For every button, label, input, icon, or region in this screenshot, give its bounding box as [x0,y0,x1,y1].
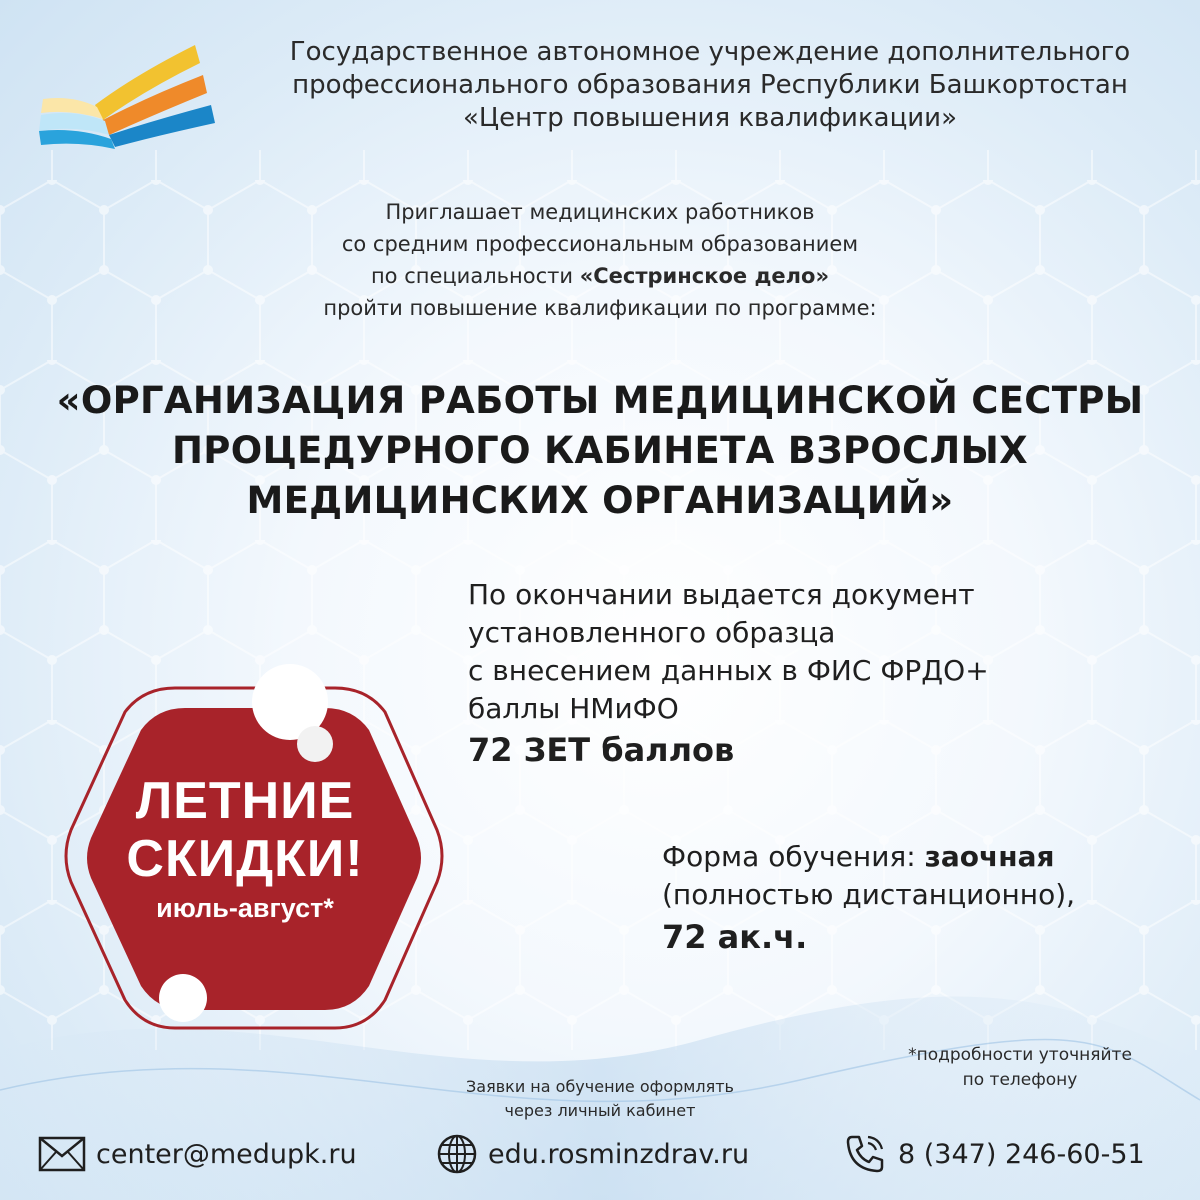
phone-text[interactable]: 8 (347) 246-60-51 [898,1138,1145,1170]
study-form [662,838,1182,960]
promo-line-3: июль-август* [156,893,334,923]
globe-icon [436,1133,478,1175]
contact-email[interactable] [38,1130,357,1178]
promo-badge-text [95,772,395,928]
specialty-prefix: по специальности [370,264,580,288]
organization-name [240,36,1180,135]
invitation-text [220,196,980,324]
footnote-line-1: *подробности уточняйте [908,1045,1132,1065]
footnote [860,1043,1180,1093]
logo-book-stripes [35,35,235,155]
program-title [20,376,1180,526]
specialty-name: «Сестринское дело» [579,264,830,288]
promo-line-1: ЛЕТНИЕ [135,772,355,830]
study-form-label: Форма обучения: [662,840,925,873]
phone-icon [842,1131,888,1177]
program-title-line-3: МЕДИЦИНСКИХ ОРГАНИЗАЦИЙ» [246,479,954,522]
document-line-1: По окончании выдается документ [468,578,975,611]
invitation-line-4: пройти повышение квалификации по программе: [323,296,877,320]
invitation-line-2: со средним профессиональным образованием [341,232,859,256]
document-line-2: установленного образца [468,616,836,649]
invitation-line-3 [220,260,980,292]
contact-phone[interactable] [842,1130,1145,1178]
program-title-line-1: «ОРГАНИЗАЦИЯ РАБОТЫ МЕДИЦИНСКОЙ СЕСТРЫ [56,379,1144,422]
badge-bubble-medium [297,726,333,762]
email-text[interactable]: center@medupk.ru [96,1138,357,1170]
applications-line-1: Заявки на обучение оформлять [466,1077,734,1096]
organization-line-3: «Центр повышения квалификации» [463,103,957,133]
study-form-line-1 [662,838,1182,876]
website-text[interactable]: edu.rosminzdrav.ru [488,1138,750,1170]
program-title-line-2: ПРОЦЕДУРНОГО КАБИНЕТА ВЗРОСЛЫХ [172,429,1028,472]
badge-bubble-bottom [159,974,207,1022]
document-line-4: баллы НМиФО [468,692,679,725]
organization-line-2: профессионального образования Республики Башкортостан [292,70,1128,100]
document-line-3: с внесением данных в ФИС ФРДО+ [468,654,989,687]
applications-line-2: через личный кабинет [504,1101,696,1120]
document-info [468,576,1168,772]
credits-value: 72 ЗЕТ баллов [468,731,735,769]
promo-line-2: СКИДКИ! [126,830,364,888]
contact-website[interactable] [436,1130,749,1178]
organization-line-1: Государственное автономное учреждение дополнительного [289,37,1131,67]
study-hours: 72 ак.ч. [662,918,808,956]
study-form-value: заочная [924,840,1055,873]
invitation-line-1: Приглашает медицинских работников [385,200,815,224]
study-form-detail: (полностью дистанционно), [662,878,1076,911]
footnote-line-2: по телефону [962,1070,1078,1090]
envelope-icon [38,1136,86,1172]
applications-note [410,1075,790,1123]
